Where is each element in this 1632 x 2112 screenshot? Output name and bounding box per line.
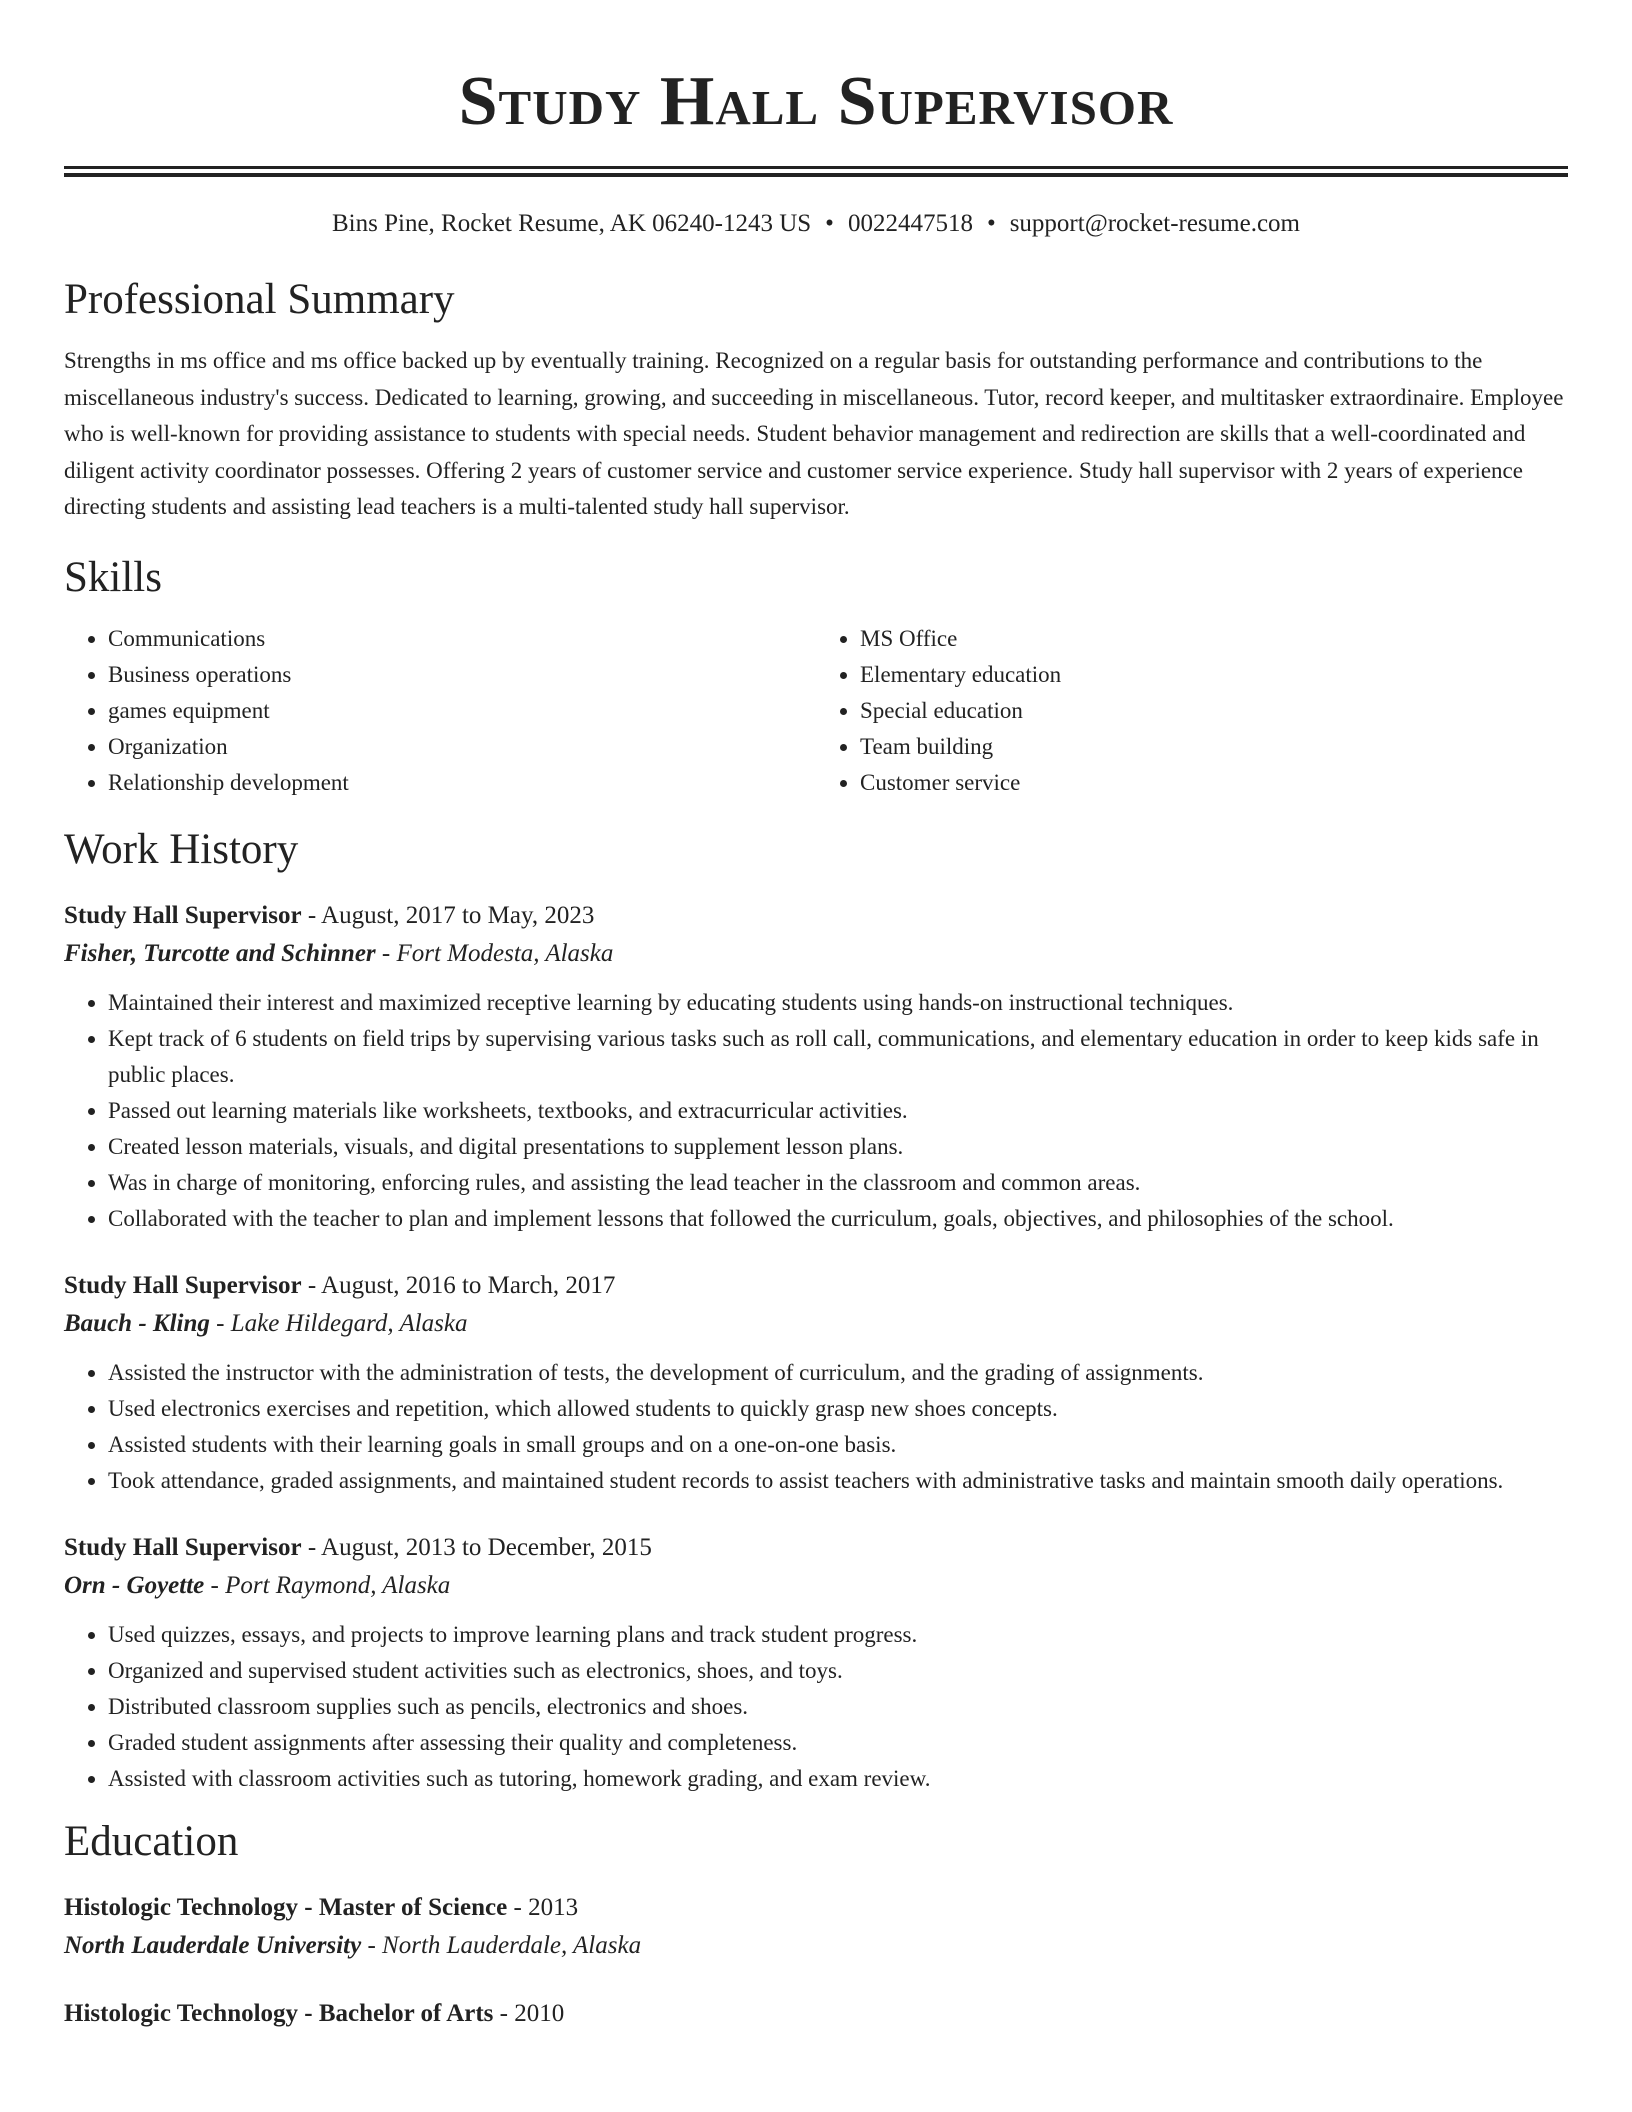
section-heading-work-history: Work History — [64, 825, 299, 873]
skills-columns — [64, 621, 1568, 801]
school-location: - North Lauderdale, Alaska — [361, 1931, 642, 1959]
company-location: - Fort Modesta, Alaska — [375, 939, 614, 967]
degree-year: - 2013 — [507, 1893, 579, 1921]
job-title: Study Hall Supervisor — [64, 1533, 302, 1561]
skill-item: • Elementary education — [860, 657, 1568, 693]
job-title-line — [64, 1267, 1568, 1305]
job-title: Study Hall Supervisor — [64, 1271, 302, 1299]
skill-item: • Communications — [108, 621, 816, 657]
company-name: Fisher, Turcotte and Schinner — [64, 939, 376, 967]
job-bullet: • Organized and supervised student activities such as electronics, shoes, and toys. — [108, 1653, 1568, 1689]
job-entry — [64, 1529, 1568, 1797]
degree-line — [64, 1995, 1568, 2033]
skill-item: • Customer service — [860, 765, 1568, 801]
skill-item: • Organization — [108, 729, 816, 765]
education-entry — [64, 1995, 1568, 2033]
contact-line — [64, 207, 1568, 241]
job-bullet: • Assisted students with their learning goals in small groups and on a one-on-one basis. — [108, 1427, 1568, 1463]
degree-year: - 2010 — [493, 1999, 565, 2027]
skill-item: • Special education — [860, 693, 1568, 729]
degree: Histologic Technology - Bachelor of Arts — [64, 1999, 494, 2027]
skill-item: • Business operations — [108, 657, 816, 693]
contact-separator: • — [986, 210, 996, 237]
contact-address: Bins Pine, Rocket Resume, AK 06240-1243 US — [332, 210, 812, 237]
skills-list-right — [816, 621, 1568, 801]
company-name: Bauch - Kling — [64, 1309, 210, 1337]
section-heading-education: Education — [64, 1817, 239, 1865]
skills-list-left — [64, 621, 816, 801]
job-bullet: • Distributed classroom supplies such as pencils, electronics and shoes. — [108, 1689, 1568, 1725]
company-location: - Port Raymond, Alaska — [204, 1571, 451, 1599]
degree: Histologic Technology - Master of Science — [64, 1893, 508, 1921]
company-line — [64, 1567, 1568, 1605]
job-bullets — [64, 1355, 1568, 1499]
job-bullets — [64, 1617, 1568, 1797]
job-entry — [64, 1267, 1568, 1499]
job-bullet: • Took attendance, graded assignments, and maintained student records to assist teachers with administrative tasks and maintain smooth daily operations. — [108, 1463, 1568, 1499]
company-location: - Lake Hildegard, Alaska — [209, 1309, 468, 1337]
job-bullets — [64, 985, 1568, 1237]
skill-item: • games equipment — [108, 693, 816, 729]
header-divider — [64, 166, 1568, 177]
skill-item: • Relationship development — [108, 765, 816, 801]
job-bullet: • Assisted with classroom activities such as tutoring, homework grading, and exam review. — [108, 1761, 1568, 1797]
summary-text: Strengths in ms office and ms office backed up by eventually training. Recognized on a regular basis for outstanding performance and contributions to the miscellaneous industry's success. Dedicated to learning, growing, and succeeding in miscellaneous. Tutor, record keeper, and multitasker extraordinaire. Employee who is well-known for providing assistance to students with special needs. Student behavior management and redirection are skills that a well-coordinated and diligent activity coordinator possesses. Offering 2 years of customer service and customer service experience. Study hall supervisor with 2 years of experience directing students and assisting lead teachers is a multi-talented study hall supervisor. — [64, 348, 1564, 519]
degree-line — [64, 1889, 1568, 1927]
job-dates: - August, 2017 to May, 2023 — [301, 901, 595, 929]
education-entry — [64, 1889, 1568, 1965]
job-bullet: • Used electronics exercises and repetition, which allowed students to quickly grasp new shoes concepts. — [108, 1391, 1568, 1427]
contact-email: support@rocket-resume.com — [1009, 210, 1300, 237]
job-dates: - August, 2016 to March, 2017 — [301, 1271, 616, 1299]
skill-item: • MS Office — [860, 621, 1568, 657]
school-line — [64, 1927, 1568, 1965]
job-bullet: • Graded student assignments after assessing their quality and completeness. — [108, 1725, 1568, 1761]
job-bullet: • Maintained their interest and maximized receptive learning by educating students using hands-on instructional techniques. — [108, 985, 1568, 1021]
contact-separator: • — [825, 210, 834, 237]
job-bullet: • Passed out learning materials like worksheets, textbooks, and extracurricular activities. — [108, 1093, 1568, 1129]
section-heading-summary: Professional Summary — [64, 276, 455, 323]
resume-name: Study Hall Supervisor — [458, 63, 1174, 140]
job-bullet: • Kept track of 6 students on field trips by supervising various tasks such as roll call, communications, and elementary education in order to keep kids safe in public places. — [108, 1021, 1568, 1093]
section-heading-skills: Skills — [64, 553, 162, 601]
job-bullet: • Used quizzes, essays, and projects to improve learning plans and track student progress. — [108, 1617, 1568, 1653]
job-bullet: • Created lesson materials, visuals, and digital presentations to supplement lesson plans. — [108, 1129, 1568, 1165]
job-title: Study Hall Supervisor — [64, 901, 302, 929]
company-line — [64, 935, 1568, 973]
skill-item: • Team building — [860, 729, 1568, 765]
job-bullet: • Assisted the instructor with the administration of tests, the development of curriculum, and the grading of assignments. — [108, 1355, 1568, 1391]
job-bullet: • Collaborated with the teacher to plan and implement lessons that followed the curriculum, goals, objectives, and philosophies of the school. — [108, 1201, 1568, 1237]
job-bullet: • Was in charge of monitoring, enforcing rules, and assisting the lead teacher in the classroom and common areas. — [108, 1165, 1568, 1201]
job-title-line — [64, 897, 1568, 935]
contact-phone: 0022447518 — [847, 210, 973, 237]
school-name: North Lauderdale University — [64, 1931, 362, 1959]
company-name: Orn - Goyette — [64, 1571, 205, 1599]
company-line — [64, 1305, 1568, 1343]
job-title-line — [64, 1529, 1568, 1567]
job-entry — [64, 897, 1568, 1237]
job-dates: - August, 2013 to December, 2015 — [301, 1533, 652, 1561]
